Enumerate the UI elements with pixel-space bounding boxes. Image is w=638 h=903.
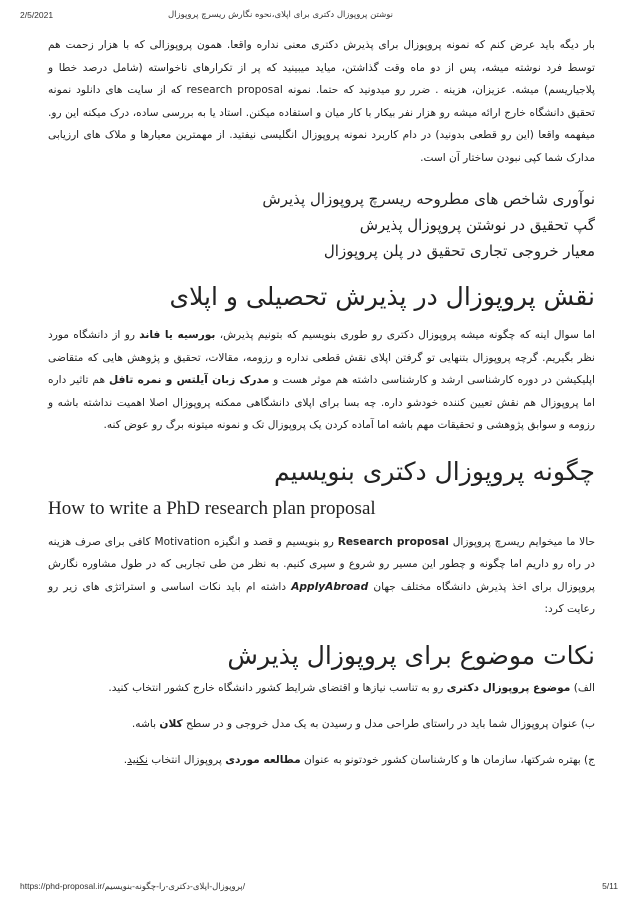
- print-footer: [0, 881, 638, 895]
- section-heading-topic-tips: نکات موضوع برای پروپوزال پذیرش: [227, 640, 595, 670]
- section2-paragraph: [48, 531, 595, 621]
- section1-text-b: رو از دانشگاه مورد نظر بگیریم. گرچه پروپوزال بتنهایی تو گرفتن اپلای نقش قطعی نداره و رزومه، مقالات، تحقیق و پژوهش هایی که متقاضی اپلیکیشن در دوره کارشناسی ارشد و کارشناسی داشته هم موثر هست و: [48, 329, 595, 386]
- section1-paragraph: [48, 324, 595, 437]
- section2-text-a: حالا ما میخوایم ریسرچ پروپوزال: [452, 535, 596, 548]
- macro-term: کلان: [159, 717, 183, 730]
- section1-text-c: هم تاثیر داره اما پروپوزال هم نقش تعیین کننده خودشو داره. چه بسا برای اپلای دانشگاهی ممکنه پروپوزال اصلا اهمیت نداشته باشه و رزومه و سوابق پژوهشی و تحقیقات مهم باشه اما آماده کردن یک پروپوزال تک و نمونه میتونه برگ رو عوض کنه.: [48, 374, 595, 431]
- print-date: 2/5/2021: [20, 10, 54, 20]
- article-body: [48, 34, 595, 785]
- section-heading-proposal-role: نقش پروپوزال در پذیرش تحصیلی و اپلای: [169, 282, 595, 311]
- section1-text-a: اما سوال اینه که چگونه میشه پروپوزال دکتری رو طوری بنویسیم که بتونیم پذیرش،: [219, 329, 595, 341]
- page-url[interactable]: https://phd-proposal.ir/پروپوزال-اپلای-دکتری-را-چگونه-بنویسیم/: [20, 881, 246, 891]
- research-proposal-term: Research proposal: [337, 535, 449, 548]
- print-header: [0, 10, 638, 24]
- case-study-term: مطالعه موردی: [225, 753, 301, 766]
- intro-paragraph: بار دیگه باید عرض کنم که نمونه پروپوزال برای پذیرش دکتری معنی نداره واقعا. همون پروپوزالی که با هزار زحمت هم توسط فرد نوشته میشه، پس از دو ماه وقت گذاشتن، میاید میبینید که پر از تکرارهای ناخواسته (شامل درصد خطا و پلاجیاریسم) میشه. عزیزان، هزینه . ضرر رو میدونید که حتما. نمونه research proposal که از سایت های دانلود نمونه تحقیق دانشگاه خارج ارائه میشه رو هزار نفر بیکار با کار میان و استفاده میکنن. استاد یا به بررسی ساده، درک میکنه این رو. میفهمه واقعا (این رو قطعی بدونید) در دام کاربرد نمونه پروپوزال انگلیسی نیفتید. از مهمترین معیارها و ملاک های ارزیابی مدارک شما کپی نبودن ساختار آن است.: [48, 39, 595, 164]
- subheading-list: [48, 186, 595, 264]
- subheading-research-gap[interactable]: گپ تحقیق در نوشتن پروپوزال پذیرش: [359, 216, 595, 234]
- page-number: 5/11: [602, 881, 618, 891]
- section2-text-c: داشته ام باید نکات اساسی و استراتژی های زیر رو رعایت کرد:: [48, 580, 595, 615]
- section-heading-how-to-write: چگونه پروپوزال دکتری بنویسیم: [273, 456, 595, 486]
- subheading-innovation[interactable]: نوآوری شاخص های مطروحه ریسرچ پروپوزال پذیرش: [262, 190, 595, 208]
- print-page-title: نوشتن پروپوزال دکتری برای اپلای،نحوه نگارش ریسرچ پروپوزال: [167, 10, 393, 20]
- tip-item-case-study: ج) بهتره شرکتها، سازمان ها و کارشناسان کشور خودتونو به عنوان مطالعه موردی پروپوزال انتخاب نکنید.: [123, 753, 595, 766]
- tip-item-topic: الف) موضوع پروپوزال دکتری رو به تناسب نیازها و اقتضای شرایط کشور دانشگاه خارج کشور انتخاب کنید.: [108, 681, 595, 694]
- applyabroad-term: ApplyAbroad: [291, 580, 369, 593]
- tip-item-macro-level: ب) عنوان پروپوزال شما باید در راستای طراحی مدل و رسیدن به یک مدل خروجی و در سطح کلان باشه.: [131, 717, 595, 730]
- subheading-commercial-output[interactable]: معیار خروجی تجاری تحقیق در پلن پروپوزال: [323, 242, 595, 260]
- phd-proposal-topic-link[interactable]: موضوع پروپوزال دکتری: [446, 681, 571, 694]
- english-heading: How to write a PhD research plan proposal: [48, 497, 376, 519]
- ielts-toefl-link[interactable]: مدرک زبان آیلتس و نمره تافل: [108, 374, 270, 386]
- section2-text-b: رو بنویسیم و قصد و انگیزه Motivation کافی برای صرف هزینه در راه رو داریم اما چگونه و چطور این مسیر رو شروع و سپری کنیم. به نظر من طی تجاربی که در طول مشاوره نگارش پروپوزال برای اخذ پذیرش دانشگاه مختلف جهان: [48, 535, 596, 593]
- scholarship-link[interactable]: بورسیه یا فاند: [139, 329, 216, 341]
- do-not-underlined: نکنید: [127, 753, 148, 766]
